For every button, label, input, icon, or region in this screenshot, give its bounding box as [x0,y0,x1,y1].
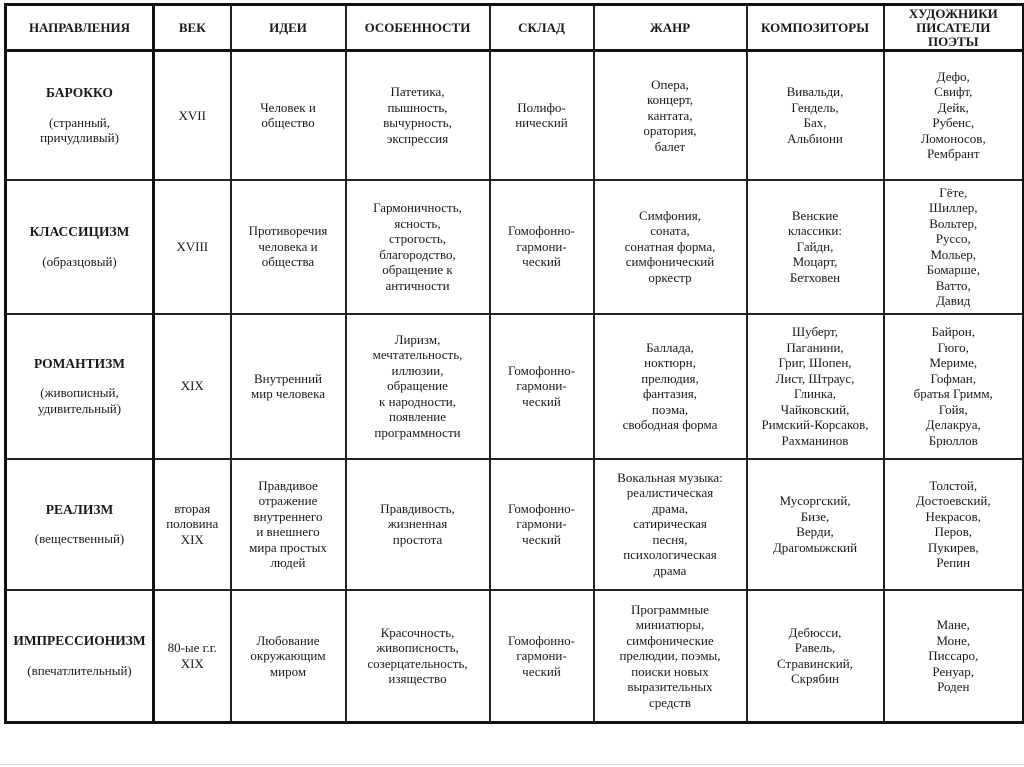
cell-century: XVIII [154,180,231,314]
header-ideas: ИДЕИ [231,5,346,51]
cell-ideas: Правдивое отражение внутреннего и внешнего мира простых людей [231,459,346,590]
cell-composers: Шуберт, Паганини, Григ, Шопен, Лист, Штраус, Глинка, Чайковский, Римский-Корсаков, Рахманинов [747,314,884,459]
cell-ideas: Человек и общество [231,51,346,180]
cell-genre: Опера, концерт, кантата, оратория, балет [594,51,747,180]
direction-name: РЕАЛИЗМ [45,501,114,517]
cell-artists: Дефо, Свифт, Дейк, Рубенс, Ломоносов, Рембрант [884,51,1024,180]
header-composers: КОМПОЗИТОРЫ [747,5,884,51]
cell-features: Гармоничность, ясность, строгость, благородство, обращение к античности [346,180,490,314]
header-row [6,5,1024,51]
header-genre: ЖАНР [594,5,747,51]
direction-name: БАРОККО [46,85,113,100]
cell-features: Патетика, пышность, вычурность, экспрессия [346,51,490,180]
cell-direction [6,590,154,723]
cell-ideas: Любование окружающим миром [231,590,346,723]
cell-ideas: Противоречия человека и общества [231,180,346,314]
table-row [6,590,1024,723]
header-features: ОСОБЕННОСТИ [346,5,490,51]
table-row [6,314,1024,459]
header-directions: НАПРАВЛЕНИЯ [6,5,154,51]
cell-direction [6,51,154,180]
art-movements-table [4,3,1024,724]
cell-ideas: Внутренний мир человека [231,314,346,459]
cell-artists: Гёте, Шиллер, Вольтер, Руссо, Мольер, Бомарше, Ватто, Давид [884,180,1024,314]
cell-century: 80-ые г.г. XIX [154,590,231,723]
cell-features: Правдивость, жизненная простота [346,459,490,590]
table-row [6,51,1024,180]
cell-genre: Симфония, соната, сонатная форма, симфонический оркестр [594,180,747,314]
cell-texture: Гомофонно- гармони- ческий [490,459,594,590]
cell-features: Лиризм, мечтательность, иллюзии, обращение к народности, появление программности [346,314,490,459]
cell-composers: Дебюсси, Равель, Стравинский, Скрябин [747,590,884,723]
header-artists: ХУДОЖНИКИ ПИСАТЕЛИ ПОЭТЫ [884,5,1024,51]
direction-description: (образцовый) [42,253,117,269]
cell-features: Красочность, живописность, созерцательность, изящество [346,590,490,723]
header-texture: СКЛАД [490,5,594,51]
cell-artists: Мане, Моне, Писсаро, Ренуар, Роден [884,590,1024,723]
cell-texture: Гомофонно- гармони- ческий [490,590,594,723]
cell-century: XIX [154,314,231,459]
cell-texture: Гомофонно- гармони- ческий [490,314,594,459]
cell-composers: Венские классики: Гайдн, Моцарт, Бетховен [747,180,884,314]
direction-name: ИМПРЕССИОНИЗМ [13,633,146,649]
cell-artists: Байрон, Гюго, Мериме, Гофман, братья Гримм, Гойя, Делакруа, Брюллов [884,314,1024,459]
table-row [6,459,1024,590]
divider [0,764,1024,765]
cell-texture: Гомофонно- гармони- ческий [490,180,594,314]
cell-genre: Программные миниатюры, симфонические прелюдии, поэмы, поиски новых выразительных средств [594,590,747,723]
cell-genre: Вокальная музыка: реалистическая драма, сатирическая песня, психологическая драма [594,459,747,590]
cell-century: вторая половина XIX [154,459,231,590]
cell-composers: Вивальди, Гендель, Бах, Альбиони [747,51,884,180]
cell-texture: Полифо- нический [490,51,594,180]
direction-name: РОМАНТИЗМ [33,355,126,371]
cell-century: XVII [154,51,231,180]
direction-description: (живописный, удивительный) [37,385,122,416]
direction-description: (странный, причудливый) [40,114,119,145]
cell-direction [6,314,154,459]
cell-direction [6,180,154,314]
table-row [6,180,1024,314]
header-century: ВЕК [154,5,231,51]
cell-genre: Баллада, ноктюрн, прелюдия, фантазия, поэма, свободная форма [594,314,747,459]
direction-description: (впечатлительный) [27,662,132,678]
cell-direction [6,459,154,590]
cell-composers: Мусоргский, Бизе, Верди, Драгомыжский [747,459,884,590]
direction-description: (вещественный) [34,531,125,546]
direction-name: КЛАССИЦИЗМ [29,224,130,239]
cell-artists: Толстой, Достоевский, Некрасов, Перов, Пукирев, Репин [884,459,1024,590]
